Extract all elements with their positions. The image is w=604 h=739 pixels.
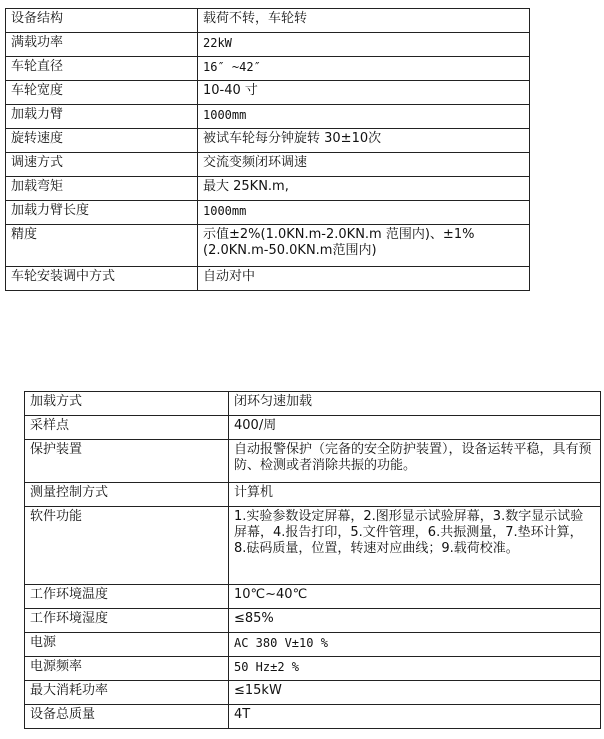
row-label: 采样点 (25, 416, 229, 440)
row-value: AC 380 V±10 % (229, 633, 601, 657)
row-value: 1.实验参数设定屏幕，2.图形显示试验屏幕，3.数字显示试验屏幕，4.报告打印，5.文件管理，6.共振测量，7.垫环计算，8.砝码质量，位置，转速对应曲线；9.载荷校准。 (229, 507, 601, 585)
row-label: 精度 (6, 225, 198, 267)
row-value: 自动报警保护（完备的安全防护装置），设备运转平稳，具有预防、检测或者消除共振的功能。 (229, 440, 601, 483)
table-row (25, 705, 601, 729)
row-value: 1000mm (198, 105, 530, 129)
row-value: 交流变频闭环调速 (198, 153, 530, 177)
table-row (6, 9, 530, 33)
table-row (25, 585, 601, 609)
table-row (6, 267, 530, 291)
table-row (6, 177, 530, 201)
table-row (25, 507, 601, 585)
row-value: 最大 25KN.m, (198, 177, 530, 201)
table-row (6, 129, 530, 153)
row-value: 闭环匀速加载 (229, 392, 601, 416)
row-value: 10-40 寸 (198, 81, 530, 105)
row-value: 22kW (198, 33, 530, 57)
row-label: 加载力臂长度 (6, 201, 198, 225)
row-label: 保护装置 (25, 440, 229, 483)
row-label: 加载力臂 (6, 105, 198, 129)
row-label: 车轮安装调中方式 (6, 267, 198, 291)
row-label: 工作环境湿度 (25, 609, 229, 633)
row-label: 软件功能 (25, 507, 229, 585)
row-label: 设备结构 (6, 9, 198, 33)
table-row (6, 153, 530, 177)
row-label: 满载功率 (6, 33, 198, 57)
table-row (6, 225, 530, 267)
row-label: 工作环境温度 (25, 585, 229, 609)
row-value: ≤85% (229, 609, 601, 633)
table-row (25, 416, 601, 440)
row-value: 自动对中 (198, 267, 530, 291)
row-value: 400/周 (229, 416, 601, 440)
spec-table-control (24, 391, 601, 729)
row-value: 载荷不转，车轮转 (198, 9, 530, 33)
row-label: 测量控制方式 (25, 483, 229, 507)
row-value: 1000mm (198, 201, 530, 225)
table-row (25, 483, 601, 507)
row-label: 设备总质量 (25, 705, 229, 729)
row-value: 50 Hz±2 % (229, 657, 601, 681)
row-value: 16″ ~42″ (198, 57, 530, 81)
row-label: 电源 (25, 633, 229, 657)
table-row (6, 201, 530, 225)
row-label: 旋转速度 (6, 129, 198, 153)
row-label: 电源频率 (25, 657, 229, 681)
row-label: 调速方式 (6, 153, 198, 177)
row-label: 加载方式 (25, 392, 229, 416)
table-row (6, 105, 530, 129)
row-label: 最大消耗功率 (25, 681, 229, 705)
row-value: ≤15kW (229, 681, 601, 705)
table-row (6, 33, 530, 57)
table-row (25, 681, 601, 705)
row-label: 车轮宽度 (6, 81, 198, 105)
table-row (6, 81, 530, 105)
row-label: 车轮直径 (6, 57, 198, 81)
row-value: 被试车轮每分钟旋转 30±10次 (198, 129, 530, 153)
table-row (6, 57, 530, 81)
table-row (25, 657, 601, 681)
row-value: 示值±2%(1.0KN.m-2.0KN.m 范围内)、±1%(2.0KN.m-50.0KN.m范围内) (198, 225, 530, 267)
row-value: 10℃~40℃ (229, 585, 601, 609)
table-row (25, 392, 601, 416)
row-label: 加载弯矩 (6, 177, 198, 201)
row-value: 4T (229, 705, 601, 729)
table-row (25, 609, 601, 633)
table-row (25, 633, 601, 657)
spec-table-equipment (5, 8, 530, 291)
row-value: 计算机 (229, 483, 601, 507)
table-row (25, 440, 601, 483)
